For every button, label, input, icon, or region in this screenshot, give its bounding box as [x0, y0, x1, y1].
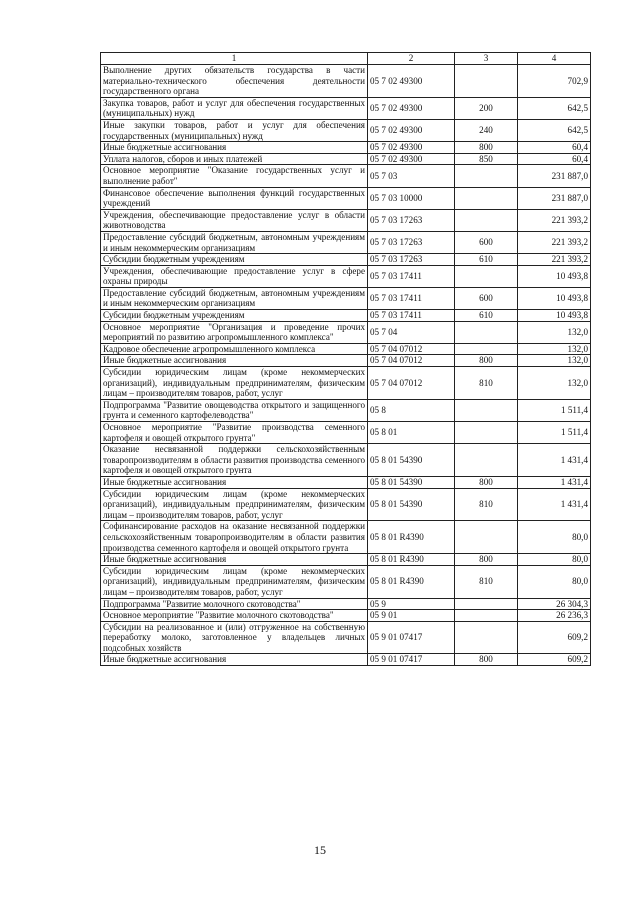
row-amount-cell: 80,0 [518, 565, 591, 598]
row-code-cell: 05 8 01 54390 [368, 476, 455, 488]
table-row [101, 610, 591, 622]
row-amount-cell: 221 393,2 [518, 231, 591, 253]
row-name-cell: Учреждения, обеспечивающие предоставление услуг в области животноводства [101, 209, 368, 231]
table-row [101, 343, 591, 355]
row-type-cell [455, 321, 518, 343]
row-code-cell: 05 7 02 49300 [368, 142, 455, 154]
row-code-cell: 05 8 01 R4390 [368, 521, 455, 554]
row-type-cell [455, 610, 518, 622]
table-row [101, 65, 591, 98]
row-amount-cell: 609,2 [518, 654, 591, 666]
row-amount-cell: 132,0 [518, 367, 591, 400]
row-name-cell: Предоставление субсидий бюджетным, автономным учреждениям и иным некоммерческим организациям [101, 287, 368, 309]
row-type-cell [455, 187, 518, 209]
row-amount-cell: 221 393,2 [518, 254, 591, 266]
table-row [101, 355, 591, 367]
row-name-cell: Основное мероприятие "Оказание государственных услуг и выполнение работ" [101, 165, 368, 187]
row-type-cell: 800 [455, 142, 518, 154]
row-type-cell: 800 [455, 476, 518, 488]
table-row [101, 488, 591, 521]
table-row [101, 310, 591, 322]
table-row [101, 565, 591, 598]
row-code-cell: 05 7 03 17411 [368, 287, 455, 309]
row-name-cell: Субсидии юридическим лицам (кроме некоммерческих организаций), индивидуальным предпринимателям, физическим лицам – производителям товаров, работ, услуг [101, 488, 368, 521]
row-code-cell: 05 7 03 17263 [368, 209, 455, 231]
row-name-cell: Выполнение других обязательств государства в части материально-технического обеспечения деятельности государственного органа [101, 65, 368, 98]
budget-table [100, 52, 591, 666]
row-type-cell [455, 265, 518, 287]
row-type-cell [455, 621, 518, 654]
row-amount-cell: 80,0 [518, 521, 591, 554]
row-name-cell: Иные бюджетные ассигнования [101, 142, 368, 154]
row-type-cell: 600 [455, 231, 518, 253]
row-code-cell: 05 7 03 17263 [368, 254, 455, 266]
row-amount-cell: 642,5 [518, 97, 591, 119]
table-row [101, 422, 591, 444]
row-code-cell: 05 9 01 07417 [368, 621, 455, 654]
table-row [101, 254, 591, 266]
table-row [101, 399, 591, 421]
row-name-cell: Кадровое обеспечение агропромышленного комплекса [101, 343, 368, 355]
row-type-cell: 610 [455, 254, 518, 266]
row-type-cell: 240 [455, 119, 518, 141]
row-amount-cell: 60,4 [518, 142, 591, 154]
table-row [101, 119, 591, 141]
row-type-cell: 810 [455, 488, 518, 521]
row-type-cell [455, 444, 518, 477]
header-column-1: 1 [101, 53, 368, 65]
row-name-cell: Закупка товаров, работ и услуг для обеспечения государственных (муниципальных) нужд [101, 97, 368, 119]
row-amount-cell: 1 431,4 [518, 488, 591, 521]
row-name-cell: Субсидии на реализованное и (или) отгруженное на собственную переработку молоко, заготовленное у владельцев личных подсобных хозяйств [101, 621, 368, 654]
row-code-cell: 05 9 01 [368, 610, 455, 622]
row-type-cell: 610 [455, 310, 518, 322]
row-code-cell: 05 7 02 49300 [368, 97, 455, 119]
row-code-cell: 05 9 01 07417 [368, 654, 455, 666]
table-row [101, 142, 591, 154]
row-type-cell [455, 399, 518, 421]
row-amount-cell: 10 493,8 [518, 265, 591, 287]
table-row [101, 287, 591, 309]
header-column-4: 4 [518, 53, 591, 65]
row-code-cell: 05 7 03 17411 [368, 310, 455, 322]
row-name-cell: Иные бюджетные ассигнования [101, 554, 368, 566]
row-code-cell: 05 8 01 54390 [368, 488, 455, 521]
table-row [101, 654, 591, 666]
page-number: 15 [314, 843, 326, 857]
row-code-cell: 05 7 04 [368, 321, 455, 343]
row-code-cell: 05 8 01 R4390 [368, 565, 455, 598]
row-type-cell [455, 521, 518, 554]
row-type-cell: 800 [455, 355, 518, 367]
row-code-cell: 05 9 [368, 598, 455, 610]
row-name-cell: Иные бюджетные ассигнования [101, 476, 368, 488]
row-code-cell: 05 8 [368, 399, 455, 421]
row-code-cell: 05 7 04 07012 [368, 367, 455, 400]
row-name-cell: Учреждения, обеспечивающие предоставление услуг в сфере охраны природы [101, 265, 368, 287]
row-name-cell: Уплата налогов, сборов и иных платежей [101, 153, 368, 165]
table-row [101, 187, 591, 209]
row-type-cell [455, 165, 518, 187]
row-amount-cell: 10 493,8 [518, 287, 591, 309]
row-code-cell: 05 7 03 10000 [368, 187, 455, 209]
row-amount-cell: 1 511,4 [518, 399, 591, 421]
row-name-cell: Иные бюджетные ассигнования [101, 654, 368, 666]
row-name-cell: Иные закупки товаров, работ и услуг для обеспечения государственных (муниципальных) нужд [101, 119, 368, 141]
row-amount-cell: 132,0 [518, 321, 591, 343]
row-name-cell: Субсидии юридическим лицам (кроме некоммерческих организаций), индивидуальным предпринимателям, физическим лицам – производителям товаров, работ, услуг [101, 367, 368, 400]
row-type-cell [455, 598, 518, 610]
row-amount-cell: 1 431,4 [518, 476, 591, 488]
table-row [101, 598, 591, 610]
row-amount-cell: 1 431,4 [518, 444, 591, 477]
row-amount-cell: 26 304,3 [518, 598, 591, 610]
row-code-cell: 05 7 03 17411 [368, 265, 455, 287]
row-name-cell: Основное мероприятие "Развитие молочного скотоводства" [101, 610, 368, 622]
table-row [101, 209, 591, 231]
row-amount-cell: 132,0 [518, 343, 591, 355]
row-code-cell: 05 8 01 54390 [368, 444, 455, 477]
row-amount-cell: 702,9 [518, 65, 591, 98]
row-amount-cell: 10 493,8 [518, 310, 591, 322]
row-amount-cell: 60,4 [518, 153, 591, 165]
row-type-cell [455, 209, 518, 231]
row-name-cell: Софинансирование расходов на оказание несвязанной поддержки сельскохозяйственным товаропроизводителям в области развития производства семенного картофеля и овощей открытого грунта [101, 521, 368, 554]
row-amount-cell: 231 887,0 [518, 165, 591, 187]
row-name-cell: Финансовое обеспечение выполнения функций государственных учреждений [101, 187, 368, 209]
row-code-cell: 05 7 04 07012 [368, 355, 455, 367]
table-row [101, 231, 591, 253]
row-type-cell [455, 65, 518, 98]
row-code-cell: 05 7 04 07012 [368, 343, 455, 355]
row-name-cell: Субсидии бюджетным учреждениям [101, 254, 368, 266]
row-code-cell: 05 7 02 49300 [368, 65, 455, 98]
row-type-cell: 800 [455, 554, 518, 566]
row-code-cell: 05 8 01 [368, 422, 455, 444]
row-amount-cell: 1 511,4 [518, 422, 591, 444]
row-type-cell: 810 [455, 367, 518, 400]
row-name-cell: Предоставление субсидий бюджетным, автономным учреждениям и иным некоммерческим организациям [101, 231, 368, 253]
row-code-cell: 05 7 03 [368, 165, 455, 187]
row-code-cell: 05 7 03 17263 [368, 231, 455, 253]
row-type-cell: 810 [455, 565, 518, 598]
table-row [101, 521, 591, 554]
row-name-cell: Субсидии бюджетным учреждениям [101, 310, 368, 322]
row-amount-cell: 26 236,3 [518, 610, 591, 622]
row-amount-cell: 80,0 [518, 554, 591, 566]
header-column-2: 2 [368, 53, 455, 65]
row-type-cell [455, 343, 518, 355]
table-row [101, 621, 591, 654]
row-code-cell: 05 7 02 49300 [368, 153, 455, 165]
table-header-row [101, 53, 591, 65]
row-amount-cell: 132,0 [518, 355, 591, 367]
row-type-cell: 600 [455, 287, 518, 309]
row-name-cell: Оказание несвязанной поддержки сельскохозяйственным товаропроизводителям в области развития производства семенного картофеля и овощей открытого грунта [101, 444, 368, 477]
table-row [101, 476, 591, 488]
row-amount-cell: 231 887,0 [518, 187, 591, 209]
row-amount-cell: 221 393,2 [518, 209, 591, 231]
table-row [101, 265, 591, 287]
row-name-cell: Подпрограмма "Развитие молочного скотоводства" [101, 598, 368, 610]
table-row [101, 97, 591, 119]
table-row [101, 321, 591, 343]
table-row [101, 367, 591, 400]
row-code-cell: 05 7 02 49300 [368, 119, 455, 141]
row-name-cell: Основное мероприятие "Развитие производства семенного картофеля и овощей открытого грунта" [101, 422, 368, 444]
table-row [101, 554, 591, 566]
table-row [101, 444, 591, 477]
table-row [101, 165, 591, 187]
row-type-cell: 200 [455, 97, 518, 119]
row-type-cell [455, 422, 518, 444]
row-amount-cell: 642,5 [518, 119, 591, 141]
row-name-cell: Иные бюджетные ассигнования [101, 355, 368, 367]
row-type-cell: 800 [455, 654, 518, 666]
header-column-3: 3 [455, 53, 518, 65]
row-name-cell: Основное мероприятие "Организация и проведение прочих мероприятий по развитию агропромышленного комплекса" [101, 321, 368, 343]
row-type-cell: 850 [455, 153, 518, 165]
row-name-cell: Подпрограмма "Развитие овощеводства открытого и защищенного грунта и семенного картофелеводства" [101, 399, 368, 421]
row-amount-cell: 609,2 [518, 621, 591, 654]
row-name-cell: Субсидии юридическим лицам (кроме некоммерческих организаций), индивидуальным предпринимателям, физическим лицам – производителям товаров, работ, услуг [101, 565, 368, 598]
row-code-cell: 05 8 01 R4390 [368, 554, 455, 566]
table-row [101, 153, 591, 165]
table-body [101, 65, 591, 666]
